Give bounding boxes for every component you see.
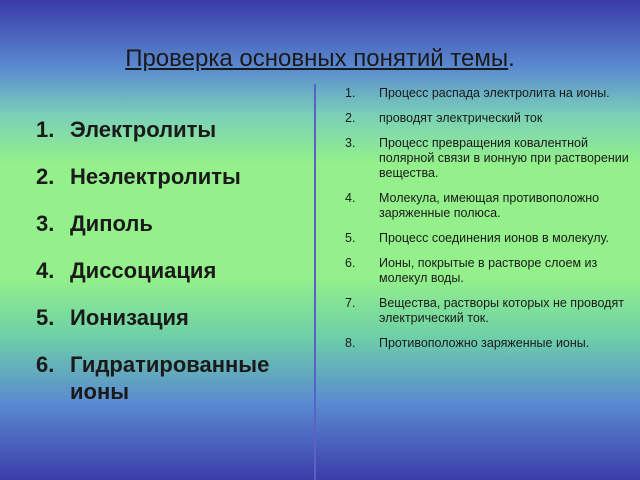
definition-item <box>345 136 630 181</box>
definition-item <box>345 231 630 246</box>
definitions-list <box>345 86 630 361</box>
definition-item <box>345 111 630 126</box>
term-text: Диссоциация <box>70 258 217 283</box>
term-text: Электролиты <box>70 117 217 142</box>
term-text: Неэлектролиты <box>70 164 241 189</box>
definition-number: 7. <box>345 296 356 310</box>
slide-title-suffix: . <box>508 45 515 72</box>
term-item <box>36 163 312 190</box>
definition-item <box>345 296 630 326</box>
definition-item <box>345 256 630 286</box>
definition-number: 5. <box>345 231 356 245</box>
definition-item <box>345 336 630 351</box>
definition-text: Процесс превращения ковалентной полярной связи в ионную при растворении вещества. <box>379 136 629 180</box>
definition-number: 6. <box>345 256 356 270</box>
term-number: 1. <box>36 117 55 142</box>
definition-number: 3. <box>345 136 356 150</box>
definition-number: 2. <box>345 111 356 125</box>
term-item <box>36 210 312 237</box>
term-item <box>36 351 312 405</box>
definition-text: проводят электрический ток <box>379 111 543 125</box>
definition-item <box>345 191 630 221</box>
definition-text: Процесс соединения ионов в молекулу. <box>379 231 609 245</box>
term-number: 4. <box>36 258 55 283</box>
term-text: Диполь <box>70 211 153 236</box>
term-item <box>36 304 312 331</box>
column-divider <box>314 84 316 480</box>
slide-title <box>0 45 640 73</box>
definition-text: Ионы, покрытые в растворе слоем из молекул воды. <box>379 256 598 285</box>
definition-text: Противоположно заряженные ионы. <box>379 336 590 350</box>
term-item <box>36 116 312 143</box>
definition-number: 8. <box>345 336 356 350</box>
term-item <box>36 257 312 284</box>
definition-text: Процесс распада электролита на ионы. <box>379 86 610 100</box>
definition-number: 4. <box>345 191 356 205</box>
term-number: 5. <box>36 305 55 330</box>
definition-text: Вещества, растворы которых не проводят электрический ток. <box>379 296 624 325</box>
slide-title-text: Проверка основных понятий темы <box>125 45 509 72</box>
term-text: Гидратированные ионы <box>70 352 270 404</box>
term-number: 6. <box>36 352 55 377</box>
definition-text: Молекула, имеющая противоположно заряженные полюса. <box>379 191 600 220</box>
definition-number: 1. <box>345 86 356 100</box>
terms-list <box>36 116 312 425</box>
term-number: 3. <box>36 211 55 236</box>
term-text: Ионизация <box>70 305 189 330</box>
term-number: 2. <box>36 164 55 189</box>
definition-item <box>345 86 630 101</box>
